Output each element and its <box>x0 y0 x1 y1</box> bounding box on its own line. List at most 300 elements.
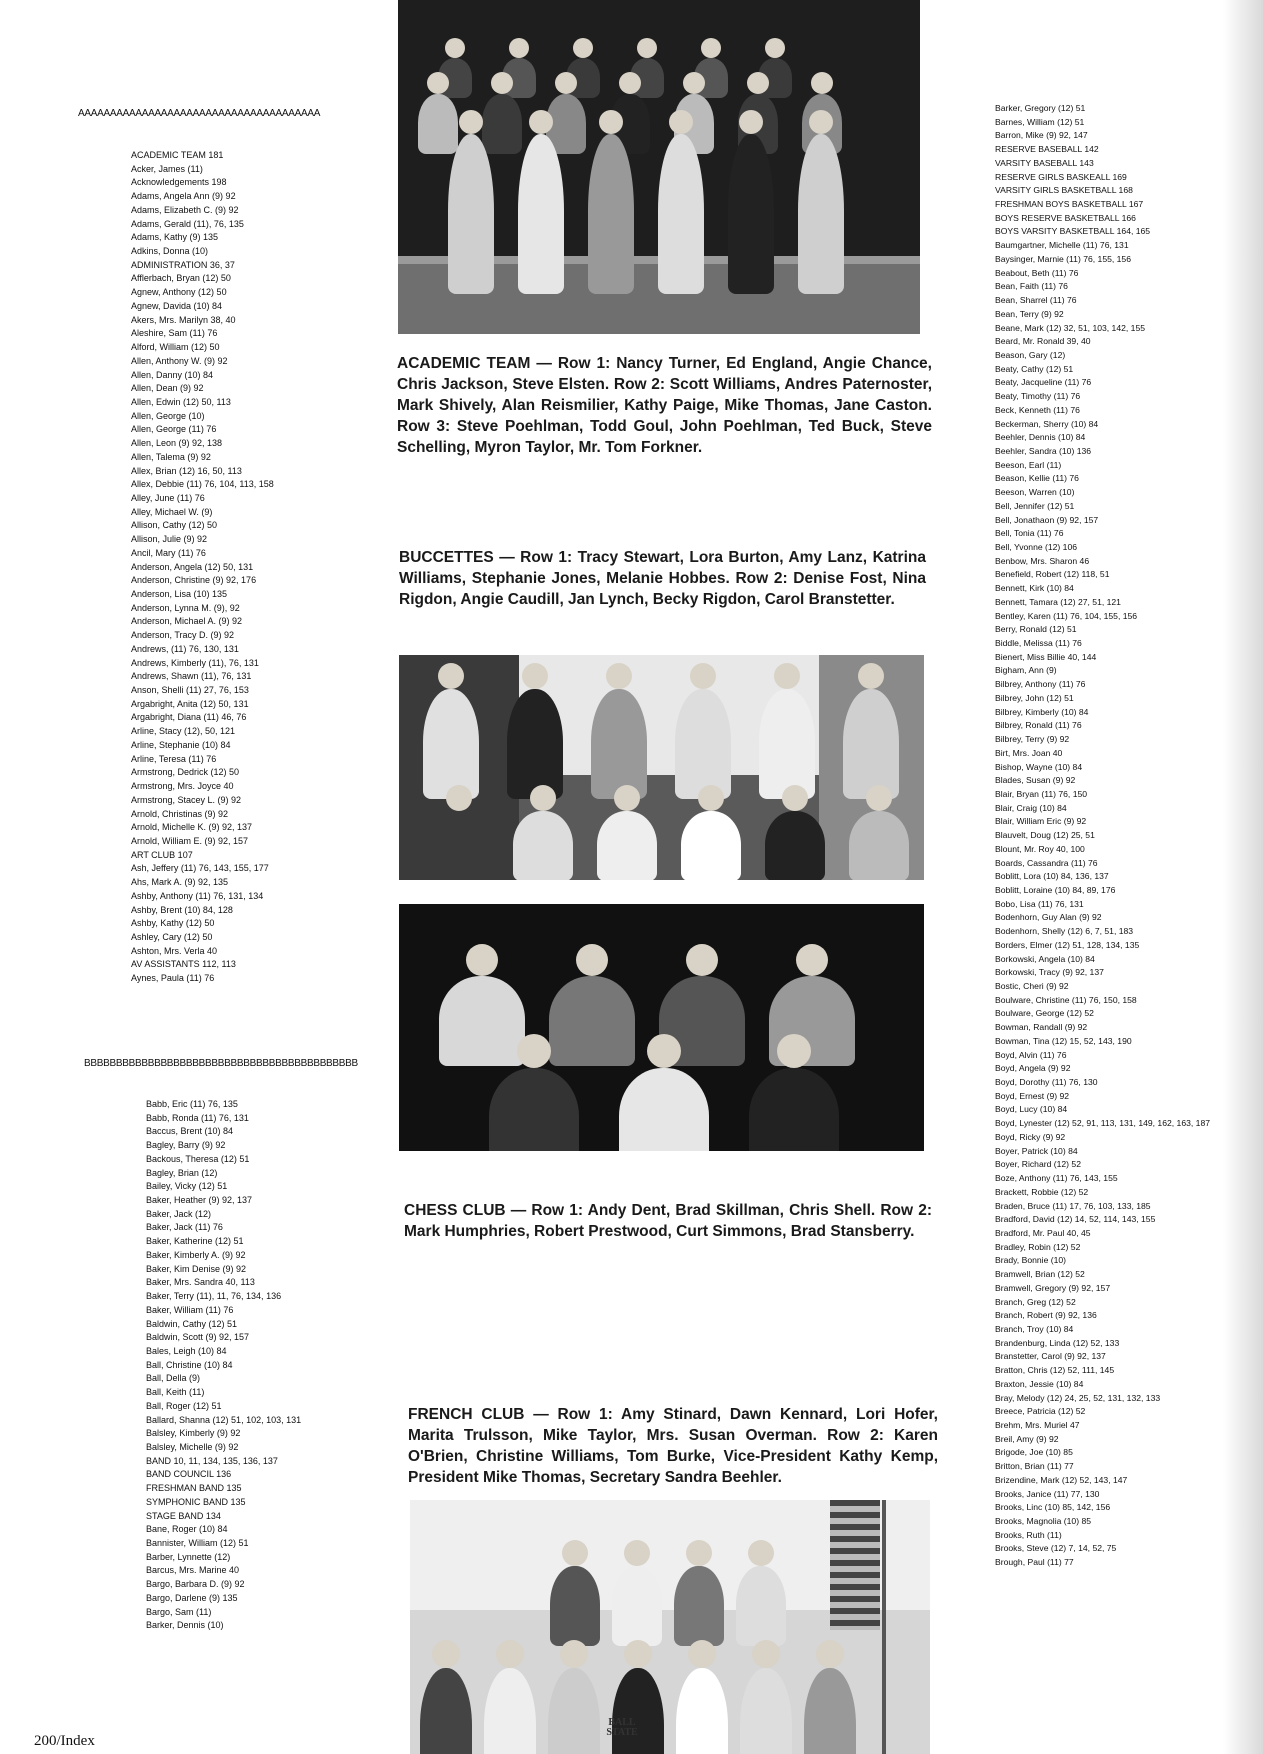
index-entry: Ash, Jeffery (11) 76, 143, 155, 177 <box>131 863 269 874</box>
index-entry: Brooks, Magnolia (10) 85 <box>995 1516 1092 1527</box>
person-figure <box>759 689 815 799</box>
person-face <box>688 1640 716 1668</box>
index-entry: Babb, Ronda (11) 76, 131 <box>146 1112 249 1123</box>
person-face <box>748 1540 774 1566</box>
index-entry: Allison, Julie (9) 92 <box>131 534 208 545</box>
shirt-lettering: BALL STATE <box>606 1717 638 1738</box>
index-entry: Bradford, Mr. Paul 40, 45 <box>995 1227 1091 1238</box>
index-entry: Bell, Jennifer (12) 51 <box>995 500 1075 511</box>
person-face <box>624 1540 650 1566</box>
person-face <box>445 38 465 58</box>
index-entry: Berry, Ronald (12) 51 <box>995 624 1077 635</box>
index-entry: Allex, Brian (12) 16, 50, 113 <box>131 465 242 476</box>
index-entry: Boyd, Dorothy (11) 76, 130 <box>995 1077 1098 1088</box>
index-entry: Bowman, Randall (9) 92 <box>995 1022 1088 1033</box>
index-entry: Barcus, Mrs. Marine 40 <box>146 1565 240 1576</box>
index-entry: Borkowski, Tracy (9) 92, 137 <box>995 967 1104 978</box>
index-entry: Anderson, Angela (12) 50, 131 <box>131 561 254 572</box>
french-club-photo <box>410 1500 930 1754</box>
index-entry: Bradley, Robin (12) 52 <box>995 1241 1081 1252</box>
index-entry: Alford, William (12) 50 <box>131 342 220 353</box>
index-entry: SYMPHONIC BAND 135 <box>146 1496 246 1507</box>
index-entry: Branch, Greg (12) 52 <box>995 1296 1076 1307</box>
index-entry: Bostic, Cheri (9) 92 <box>995 981 1069 991</box>
person-face <box>576 944 608 976</box>
index-entry: Allison, Cathy (12) 50 <box>131 520 218 531</box>
index-entry: Baker, William (11) 76 <box>146 1304 234 1315</box>
index-entry: Andrews, (11) 76, 130, 131 <box>131 643 239 654</box>
person-face <box>686 1540 712 1566</box>
person-figure <box>549 976 635 1066</box>
index-entry: Adams, Elizabeth C. (9) 92 <box>131 204 239 215</box>
index-entry: Beehler, Dennis (10) 84 <box>995 432 1086 443</box>
index-entry: Adams, Angela Ann (9) 92 <box>131 191 236 202</box>
person-figure <box>423 689 479 799</box>
index-entry: Blauvelt, Doug (12) 25, 51 <box>995 830 1095 841</box>
index-entry: Bienert, Miss Billie 40, 144 <box>995 651 1097 662</box>
index-entry: Baccus, Brent (10) 84 <box>146 1126 234 1137</box>
index-entry: Acknowledgements 198 <box>131 177 227 188</box>
index-entry: Bailey, Vicky (12) 51 <box>146 1181 228 1192</box>
index-entry: Boyer, Patrick (10) 84 <box>995 1145 1078 1156</box>
index-entry: Anderson, Christine (9) 92, 176 <box>131 575 257 586</box>
index-list-b-left <box>146 1098 301 1633</box>
index-entry: Bargo, Barbara D. (9) 92 <box>146 1579 245 1590</box>
index-entry: Boyd, Ernest (9) 92 <box>995 1090 1070 1101</box>
person-figure <box>728 134 774 294</box>
american-flag-icon <box>830 1500 880 1630</box>
index-entry: Beabout, Beth (11) 76 <box>995 267 1079 278</box>
index-entry: Bratton, Chris (12) 52, 111, 145 <box>995 1365 1115 1376</box>
person-face <box>509 38 529 58</box>
person-figure <box>843 689 899 799</box>
index-entry: Bramwell, Brian (12) 52 <box>995 1269 1085 1280</box>
index-entry: Boulware, George (12) 52 <box>995 1008 1094 1019</box>
index-entry: Ashby, Kathy (12) 50 <box>131 918 215 929</box>
index-entry: Breece, Patricia (12) 52 <box>995 1406 1086 1417</box>
index-entry: Aleshire, Sam (11) 76 <box>131 328 218 339</box>
person-face <box>739 110 763 134</box>
person-figure <box>804 1668 856 1754</box>
index-entry: Baker, Kimberly A. (9) 92 <box>146 1249 246 1260</box>
person-face <box>701 38 721 58</box>
person-face <box>796 944 828 976</box>
person-face <box>522 663 548 689</box>
index-entry: Beeson, Earl (11) <box>995 459 1062 470</box>
person-figure <box>439 976 525 1066</box>
index-entry: Babb, Eric (11) 76, 135 <box>146 1099 238 1109</box>
person-face <box>459 110 483 134</box>
index-entry: Baker, Katherine (12) 51 <box>146 1236 244 1247</box>
index-entry: Barnes, William (12) 51 <box>995 116 1085 127</box>
caption-french-club: FRENCH CLUB — Row 1: Amy Stinard, Dawn Kennard, Lori Hofer, Marita Trulsson, Mike Taylor, Mrs. Susan Overman. Row 2: Karen O'Brien, Christine Williams, Tom Burke, Vice-President Kathy Kemp, President Mike Thomas, Secretary Sandra Beehler. <box>408 1406 938 1486</box>
index-entry: Bilbrey, John (12) 51 <box>995 692 1074 703</box>
index-entry: FRESHMAN BAND 135 <box>146 1483 242 1494</box>
index-entry: Boyd, Lucy (10) 84 <box>995 1104 1068 1115</box>
index-entry: ACADEMIC TEAM 181 <box>131 150 224 160</box>
academic-team-photo <box>398 0 920 334</box>
index-entry: Ashton, Mrs. Verla 40 <box>131 945 218 956</box>
person-face <box>782 785 808 811</box>
index-entry: Baker, Heather (9) 92, 137 <box>146 1195 253 1206</box>
index-entry: FRESHMAN BOYS BASKETBALL 167 <box>995 199 1144 210</box>
index-entry: Ahs, Mark A. (9) 92, 135 <box>131 877 229 888</box>
person-figure <box>765 811 825 880</box>
index-entry: ADMINISTRATION 36, 37 <box>131 259 235 270</box>
index-entry: Arline, Stephanie (10) 84 <box>131 739 231 750</box>
index-entry: Ashby, Anthony (11) 76, 131, 134 <box>131 890 264 901</box>
index-entry: Bell, Jonathaon (9) 92, 157 <box>995 514 1099 525</box>
person-face <box>686 944 718 976</box>
person-figure <box>418 94 458 154</box>
index-entry: Bean, Sharrel (11) 76 <box>995 295 1077 306</box>
index-entry: BAND 10, 11, 134, 135, 136, 137 <box>146 1455 278 1466</box>
person-face <box>669 110 693 134</box>
person-figure <box>420 1668 472 1754</box>
person-face <box>866 785 892 811</box>
index-entry: Anderson, Tracy D. (9) 92 <box>131 630 235 641</box>
caption-academic-team: ACADEMIC TEAM — Row 1: Nancy Turner, Ed England, Angie Chance, Chris Jackson, Steve Elsten. Row 2: Scott Williams, Andres Paternoster, Mark Shively, Alan Reismilier, Kathy Paige, Mike Thomas, Jane Caston. Row 3: Steve Poehlman, Todd Goul, John Poehlman, Ted Buck, Steve Schelling, Myron Taylor, Mr. Tom Forkner. <box>397 355 932 456</box>
index-entry: Adams, Gerald (11), 76, 135 <box>131 218 244 229</box>
index-entry: Afflerbach, Bryan (12) 50 <box>131 273 231 284</box>
index-entry: Baker, Kim Denise (9) 92 <box>146 1263 247 1274</box>
index-entry: Andrews, Shawn (11), 76, 131 <box>131 671 252 682</box>
index-entry: Bray, Melody (12) 24, 25, 52, 131, 132, 133 <box>995 1392 1161 1403</box>
index-entry: Bargo, Sam (11) <box>146 1606 212 1617</box>
index-entry: Brizendine, Mark (12) 52, 143, 147 <box>995 1474 1128 1485</box>
person-face <box>647 1034 681 1068</box>
index-entry: Baker, Jack (12) <box>146 1208 212 1219</box>
index-entry: Ball, Della (9) <box>146 1373 201 1384</box>
index-entry: Boyer, Richard (12) 52 <box>995 1159 1081 1170</box>
person-face <box>438 663 464 689</box>
index-entry: Balsley, Kimberly (9) 92 <box>146 1428 241 1439</box>
index-entry: Ball, Roger (12) 51 <box>146 1400 222 1411</box>
person-face <box>530 785 556 811</box>
index-entry: Baldwin, Cathy (12) 51 <box>146 1318 238 1329</box>
person-face <box>690 663 716 689</box>
person-face <box>562 1540 588 1566</box>
index-entry: Bigham, Ann (9) <box>995 665 1057 676</box>
person-face <box>496 1640 524 1668</box>
person-face <box>777 1034 811 1068</box>
person-face <box>765 38 785 58</box>
person-figure <box>429 811 489 880</box>
index-entry: Allen, Talema (9) 92 <box>131 451 211 462</box>
person-figure <box>612 1566 662 1646</box>
person-figure <box>548 1668 600 1754</box>
index-entry: Blair, William Eric (9) 92 <box>995 816 1087 827</box>
person-figure <box>612 1668 664 1754</box>
index-entry: Beehler, Sandra (10) 136 <box>995 445 1092 456</box>
index-entry: Beaty, Cathy (12) 51 <box>995 363 1074 374</box>
index-entry: Branch, Robert (9) 92, 136 <box>995 1310 1097 1321</box>
index-entry: Bagley, Brian (12) <box>146 1167 218 1178</box>
index-entry: Backous, Theresa (12) 51 <box>146 1153 250 1164</box>
index-entry: Agnew, Anthony (12) 50 <box>131 287 227 298</box>
index-entry: Aynes, Paula (11) 76 <box>131 973 215 984</box>
index-entry: Beaty, Timothy (11) 76 <box>995 391 1081 402</box>
index-entry: Andrews, Kimberly (11), 76, 131 <box>131 657 259 668</box>
index-entry: Beck, Kenneth (11) 76 <box>995 404 1080 415</box>
person-figure <box>749 1068 839 1151</box>
person-face <box>637 38 657 58</box>
person-face <box>698 785 724 811</box>
index-entry: Baker, Terry (11), 11, 76, 134, 136 <box>146 1291 282 1302</box>
index-entry: Blount, Mr. Roy 40, 100 <box>995 843 1085 854</box>
index-entry: Blair, Bryan (11) 76, 150 <box>995 788 1088 799</box>
index-entry: Beaty, Jacqueline (11) 76 <box>995 377 1092 388</box>
index-entry: Bean, Terry (9) 92 <box>995 308 1064 319</box>
index-entry: Bilbrey, Anthony (11) 76 <box>995 679 1086 690</box>
index-entry: Alley, June (11) 76 <box>131 492 205 503</box>
person-figure <box>591 689 647 799</box>
person-figure <box>740 1668 792 1754</box>
index-entry: Boyd, Alvin (11) 76 <box>995 1049 1067 1060</box>
person-figure <box>597 811 657 880</box>
index-entry: ART CLUB 107 <box>131 849 193 860</box>
index-entry: Bradford, David (12) 14, 52, 114, 143, 155 <box>995 1214 1156 1225</box>
index-entry: Anderson, Lisa (10) 135 <box>131 589 228 599</box>
index-entry: VARSITY BASEBALL 143 <box>995 157 1094 168</box>
person-face <box>573 38 593 58</box>
index-entry: AV ASSISTANTS 112, 113 <box>131 959 236 970</box>
index-entry: Branch, Troy (10) 84 <box>995 1323 1074 1334</box>
index-entry: Boyd, Angela (9) 92 <box>995 1063 1071 1074</box>
page-binding-shadow <box>1223 0 1263 1754</box>
index-list-a <box>131 149 274 986</box>
index-entry: Brooks, Steve (12) 7, 14, 52, 75 <box>995 1543 1117 1554</box>
person-face <box>809 110 833 134</box>
index-entry: Acker, James (11) <box>131 163 203 174</box>
person-face <box>491 72 513 94</box>
index-entry: Adams, Kathy (9) 135 <box>131 232 219 243</box>
index-entry: Barron, Mike (9) 92, 147 <box>995 130 1088 141</box>
person-face <box>811 72 833 94</box>
index-entry: Bell, Tonia (11) 76 <box>995 528 1064 539</box>
index-entry: RESERVE BASEBALL 142 <box>995 144 1099 155</box>
index-entry: Boulware, Christine (11) 76, 150, 158 <box>995 994 1137 1005</box>
index-entry: Boards, Cassandra (11) 76 <box>995 857 1098 868</box>
person-figure <box>588 134 634 294</box>
index-entry: Baker, Jack (11) 76 <box>146 1222 223 1233</box>
index-entry: Alley, Michael W. (9) <box>131 506 213 517</box>
person-face <box>606 663 632 689</box>
index-entry: Allen, Danny (10) 84 <box>131 369 214 380</box>
person-face <box>858 663 884 689</box>
person-face <box>599 110 623 134</box>
index-entry: Boyd, Ricky (9) 92 <box>995 1131 1066 1142</box>
person-face <box>614 785 640 811</box>
person-figure <box>550 1566 600 1646</box>
index-entry: Agnew, Davida (10) 84 <box>131 300 223 311</box>
index-entry: Bagley, Barry (9) 92 <box>146 1140 226 1151</box>
person-figure <box>482 94 522 154</box>
index-entry: Akers, Mrs. Marilyn 38, 40 <box>131 314 236 325</box>
index-entry: Bales, Leigh (10) 84 <box>146 1345 227 1356</box>
index-entry: Armstrong, Mrs. Joyce 40 <box>131 781 234 792</box>
person-face <box>774 663 800 689</box>
letter-divider-a: AAAAAAAAAAAAAAAAAAAAAAAAAAAAAAAAAAAAAA <box>78 108 321 119</box>
person-face <box>683 72 705 94</box>
index-entry: Bobo, Lisa (11) 76, 131 <box>995 898 1084 909</box>
index-entry: Arnold, Michelle K. (9) 92, 137 <box>131 822 253 833</box>
index-entry: Ashby, Brent (10) 84, 128 <box>131 904 233 915</box>
index-entry: Ashley, Cary (12) 50 <box>131 931 213 942</box>
index-entry: Bennett, Tamara (12) 27, 51, 121 <box>995 596 1121 607</box>
index-entry: Birt, Mrs. Joan 40 <box>995 747 1063 758</box>
index-entry: Adkins, Donna (10) <box>131 246 209 257</box>
buccettes-photo <box>399 655 924 880</box>
index-entry: STAGE BAND 134 <box>146 1510 221 1521</box>
index-entry: Bowman, Tina (12) 15, 52, 143, 190 <box>995 1035 1132 1046</box>
index-entry: Allen, Edwin (12) 50, 113 <box>131 396 231 407</box>
person-figure <box>518 134 564 294</box>
index-entry: Bean, Faith (11) 76 <box>995 281 1068 292</box>
index-entry: Anderson, Lynna M. (9), 92 <box>131 602 240 613</box>
index-entry: Anson, Shelli (11) 27, 76, 153 <box>131 685 249 696</box>
person-face <box>560 1640 588 1668</box>
index-entry: Ballard, Shanna (12) 51, 102, 103, 131 <box>146 1414 302 1425</box>
index-entry: Barker, Gregory (12) 51 <box>995 103 1086 113</box>
person-face <box>624 1640 652 1668</box>
index-entry: Beason, Gary (12) <box>995 349 1066 360</box>
index-entry: VARSITY GIRLS BASKETBALL 168 <box>995 185 1133 196</box>
index-entry: Bodenhorn, Shelly (12) 6, 7, 51, 183 <box>995 926 1134 937</box>
person-face <box>446 785 472 811</box>
index-entry: Arline, Stacy (12), 50, 121 <box>131 726 236 737</box>
index-entry: Arnold, William E. (9) 92, 157 <box>131 835 249 846</box>
index-entry: RESERVE GIRLS BASKEALL 169 <box>995 171 1127 182</box>
index-entry: Brough, Paul (11) 77 <box>995 1557 1074 1568</box>
index-entry: Brooks, Linc (10) 85, 142, 156 <box>995 1502 1111 1513</box>
index-entry: Arline, Teresa (11) 76 <box>131 753 217 764</box>
index-entry: Ball, Keith (11) <box>146 1387 205 1398</box>
index-entry: Ancil, Mary (11) 76 <box>131 547 206 558</box>
index-entry: Bentley, Karen (11) 76, 104, 155, 156 <box>995 610 1138 621</box>
index-entry: Breil, Amy (9) 92 <box>995 1433 1059 1444</box>
index-entry: Allen, Dean (9) 92 <box>131 383 204 394</box>
index-entry: Allen, Leon (9) 92, 138 <box>131 438 223 449</box>
index-entry: Bishop, Wayne (10) 84 <box>995 761 1083 772</box>
page-folio: 200/Index <box>34 1733 95 1749</box>
person-face <box>747 72 769 94</box>
index-entry: Braden, Bruce (11) 17, 76, 103, 133, 185 <box>995 1200 1151 1211</box>
index-entry: Barker, Dennis (10) <box>146 1620 224 1631</box>
index-entry: Anderson, Michael A. (9) 92 <box>131 616 243 627</box>
index-entry: Ball, Christine (10) 84 <box>146 1359 233 1370</box>
index-entry: Bell, Yvonne (12) 106 <box>995 542 1078 552</box>
person-face <box>529 110 553 134</box>
chess-club-photo <box>399 904 924 1151</box>
person-figure <box>658 134 704 294</box>
index-entry: Brandenburg, Linda (12) 52, 133 <box>995 1337 1120 1348</box>
person-face <box>432 1640 460 1668</box>
person-figure <box>681 811 741 880</box>
index-entry: BOYS VARSITY BASKETBALL 164, 165 <box>995 226 1151 237</box>
person-face <box>466 944 498 976</box>
person-figure <box>674 1566 724 1646</box>
index-entry: Armstrong, Dedrick (12) 50 <box>131 767 240 778</box>
person-figure <box>513 811 573 880</box>
caption-buccettes: BUCCETTES — Row 1: Tracy Stewart, Lora Burton, Amy Lanz, Katrina Williams, Stephanie Jones, Melanie Hobbes. Row 2: Denise Fost, Nina Rigdon, Angie Caudill, Jan Lynch, Becky Rigdon, Carol Branstetter. <box>399 549 926 608</box>
index-entry: Brady, Bonnie (10) <box>995 1255 1067 1266</box>
index-entry: Bramwell, Gregory (9) 92, 157 <box>995 1282 1111 1293</box>
index-entry: Bargo, Darlene (9) 135 <box>146 1592 238 1603</box>
index-entry: Bane, Roger (10) 84 <box>146 1524 228 1535</box>
index-entry: Baysinger, Marnie (11) 76, 155, 156 <box>995 253 1131 264</box>
index-entry: Baumgartner, Michelle (11) 76, 131 <box>995 240 1129 251</box>
person-figure <box>798 134 844 294</box>
index-entry: Bilbrey, Terry (9) 92 <box>995 734 1070 745</box>
index-entry: Bilbrey, Kimberly (10) 84 <box>995 706 1089 717</box>
index-entry: Brigode, Joe (10) 85 <box>995 1447 1073 1458</box>
index-entry: Biddle, Melissa (11) 76 <box>995 638 1082 649</box>
person-figure <box>507 689 563 799</box>
index-entry: Beane, Mark (12) 32, 51, 103, 142, 155 <box>995 322 1146 333</box>
index-entry: Borkowski, Angela (10) 84 <box>995 953 1095 964</box>
person-face <box>619 72 641 94</box>
index-entry: Bodenhorn, Guy Alan (9) 92 <box>995 912 1102 923</box>
index-entry: Arnold, Christinas (9) 92 <box>131 808 229 819</box>
index-entry: Boyd, Lynester (12) 52, 91, 113, 131, 149, 162, 163, 187 <box>995 1118 1210 1129</box>
index-list-b-right <box>995 102 1210 1570</box>
index-entry: Brackett, Robbie (12) 52 <box>995 1186 1089 1197</box>
person-face <box>427 72 449 94</box>
index-entry: Bennett, Kirk (10) 84 <box>995 583 1074 594</box>
index-entry: Argabright, Diana (11) 46, 76 <box>131 712 247 723</box>
index-entry: Brehm, Mrs. Muriel 47 <box>995 1420 1080 1430</box>
person-figure <box>619 1068 709 1151</box>
person-figure <box>489 1068 579 1151</box>
person-face <box>517 1034 551 1068</box>
index-entry: Armstrong, Stacey L. (9) 92 <box>131 794 242 805</box>
index-entry: Boblitt, Lora (10) 84, 136, 137 <box>995 871 1109 882</box>
index-entry: Branstetter, Carol (9) 92, 137 <box>995 1351 1106 1362</box>
index-entry: Benefield, Robert (12) 118, 51 <box>995 569 1110 580</box>
index-entry: Beason, Kellie (11) 76 <box>995 473 1079 484</box>
index-entry: Baker, Mrs. Sandra 40, 113 <box>146 1277 255 1288</box>
person-figure <box>675 689 731 799</box>
index-entry: Allen, George (10) <box>131 410 205 421</box>
person-face <box>816 1640 844 1668</box>
person-face <box>555 72 577 94</box>
index-entry: BOYS RESERVE BASKETBALL 166 <box>995 212 1136 223</box>
index-entry: Beckerman, Sherry (10) 84 <box>995 418 1099 429</box>
person-figure <box>484 1668 536 1754</box>
person-figure <box>448 134 494 294</box>
index-entry: Allen, George (11) 76 <box>131 424 217 435</box>
index-entry: Boze, Anthony (11) 76, 143, 155 <box>995 1173 1118 1184</box>
person-figure <box>849 811 909 880</box>
index-entry: Braxton, Jessie (10) 84 <box>995 1378 1084 1389</box>
caption-chess-club: CHESS CLUB — Row 1: Andy Dent, Brad Skillman, Chris Shell. Row 2: Mark Humphries, Robert Prestwood, Curt Simmons, Brad Stansberry. <box>404 1202 932 1240</box>
letter-divider-b: BBBBBBBBBBBBBBBBBBBBBBBBBBBBBBBBBBBBBBBBBBB <box>84 1058 358 1069</box>
index-entry: Blair, Craig (10) 84 <box>995 802 1067 813</box>
index-entry: Brooks, Janice (11) 77, 130 <box>995 1488 1100 1499</box>
index-entry: Bannister, William (12) 51 <box>146 1538 249 1548</box>
index-entry: Borders, Elmer (12) 51, 128, 134, 135 <box>995 939 1140 950</box>
index-entry: Argabright, Anita (12) 50, 131 <box>131 698 249 709</box>
index-entry: Allen, Anthony W. (9) 92 <box>131 355 228 366</box>
index-entry: Barber, Lynnette (12) <box>146 1551 231 1562</box>
person-face <box>752 1640 780 1668</box>
index-entry: Bilbrey, Ronald (11) 76 <box>995 720 1082 731</box>
person-figure <box>736 1566 786 1646</box>
index-entry: Benbow, Mrs. Sharon 46 <box>995 555 1090 566</box>
person-figure <box>676 1668 728 1754</box>
index-entry: Blades, Susan (9) 92 <box>995 775 1076 786</box>
